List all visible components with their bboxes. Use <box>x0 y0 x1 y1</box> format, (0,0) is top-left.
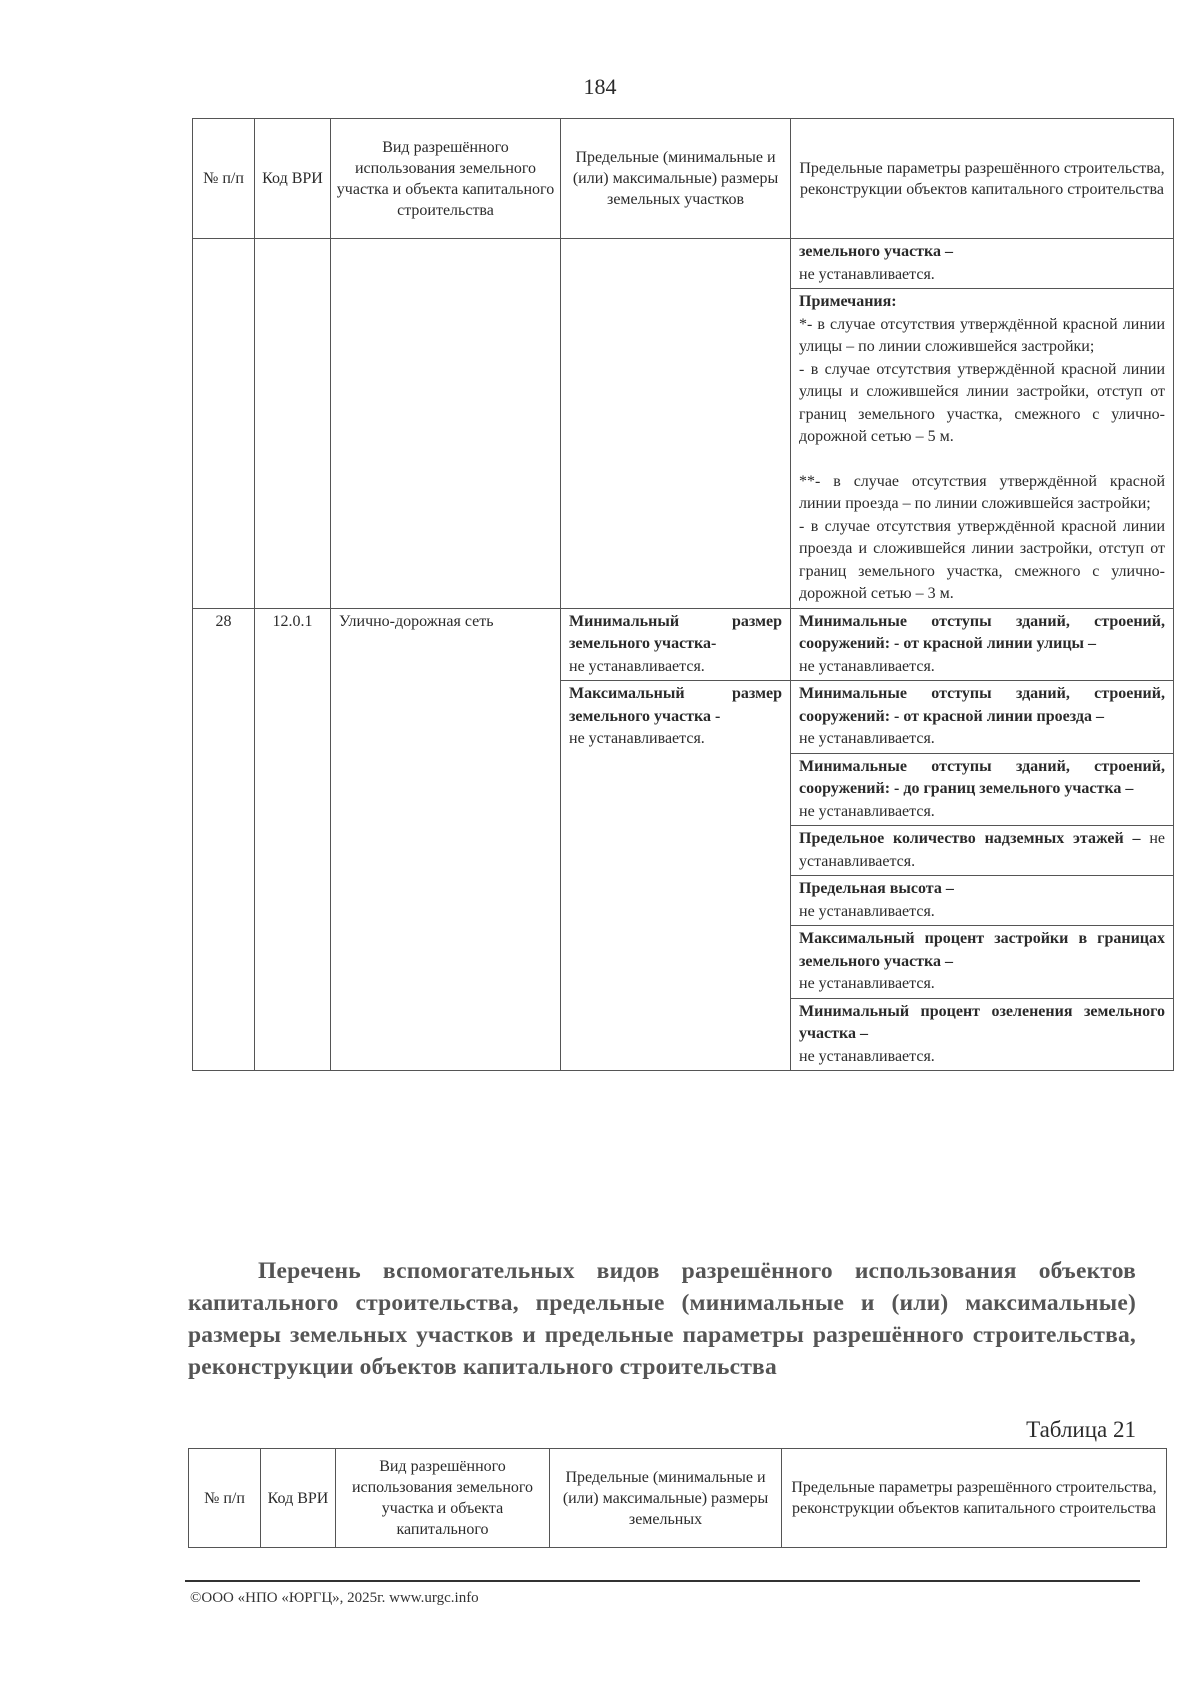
note-paragraph: - в случае отсутствия утверждённой красной линии улицы и сложившейся линии застройки, отступ от границ земельного участка, смежного с улично-дорожной сетью – 5 м. <box>799 360 1165 445</box>
cell-empty <box>561 239 791 609</box>
table-header-row <box>189 1449 1167 1548</box>
param-bold-text: Максимальный процент застройки в границах земельного участка – <box>799 930 1165 970</box>
param-value: не устанавливается. <box>799 657 935 675</box>
param-bold-text: Минимальные отступы зданий, строений, сооружений: - от красной линии улицы – <box>799 612 1165 652</box>
section-heading-text: Перечень вспомогательных видов разрешённого использования объектов капитального строительства, предельные (минимальные и (или) максимальные) размеры земельных участков и предельные параметры разрешённого строительства, реконструкции объектов капитального строительства <box>188 1258 1136 1380</box>
param-cell <box>791 608 1174 681</box>
header-plot-sizes: Предельные (минимальные и (или) максимальные) размеры земельных участков <box>561 119 791 239</box>
param-bold-text: Предельная высота – <box>799 880 954 897</box>
footer-divider <box>185 1580 1140 1582</box>
plot-max-size-value: не устанавливается. <box>569 730 705 747</box>
param-value: не устанавливается. <box>799 902 935 920</box>
row-number: 28 <box>193 608 255 1071</box>
param-bold-text: Минимальный процент озеленения земельного участка – <box>799 1002 1165 1042</box>
auxiliary-uses-table <box>188 1448 1167 1548</box>
param-bold-text: Предельное количество надземных этажей – <box>799 830 1141 847</box>
notes-cell <box>791 289 1174 609</box>
header-code: Код ВРИ <box>261 1449 336 1548</box>
table-row <box>193 608 1174 681</box>
param-value: не устанавливается. <box>799 830 1166 870</box>
plot-min-size-cell <box>561 608 791 681</box>
param-bold-text: Минимальные отступы зданий, строений, сооружений: - от красной линии проезда – <box>799 685 1165 725</box>
section-heading <box>188 1255 1136 1383</box>
header-number: № п/п <box>189 1449 261 1548</box>
header-use-type: Вид разрешённого использования земельного участка и объекта капитального <box>336 1449 550 1548</box>
note-paragraph: **- в случае отсутствия утверждённой красной линии проезда – по линии сложившейся застройки; <box>799 472 1165 512</box>
param-cell <box>791 998 1174 1071</box>
row-use-name: Улично-дорожная сеть <box>331 608 561 1071</box>
footer-copyright: ©ООО «НПО «ЮРГЦ», 2025г. www.urgc.info <box>190 1590 479 1606</box>
header-number: № п/п <box>193 119 255 239</box>
note-paragraph: - в случае отсутствия утверждённой красной линии проезда и сложившейся линии застройки, отступ от границ земельного участка, смежного с улично-дорожной сетью – 3 м. <box>799 517 1165 602</box>
param-value: не устанавливается. <box>799 975 935 992</box>
param-cell <box>791 826 1174 876</box>
plot-min-size-label: Минимальный размер земельного участка- <box>569 612 782 652</box>
header-use-type: Вид разрешённого использования земельного участка и объекта капитального строительства <box>331 119 561 239</box>
param-value: не устанавливается. <box>799 1047 935 1065</box>
param-cell <box>791 876 1174 926</box>
param-value: не устанавливается. <box>799 802 935 820</box>
header-plot-sizes: Предельные (минимальные и (или) максимальные) размеры земельных <box>550 1449 782 1548</box>
param-cell <box>791 753 1174 826</box>
param-cell <box>791 926 1174 999</box>
param-cell <box>791 681 1174 754</box>
table-row <box>193 239 1174 289</box>
header-build-params: Предельные параметры разрешённого строительства, реконструкции объектов капитального строительства <box>782 1449 1167 1548</box>
plot-min-size-value: не устанавливается. <box>569 657 705 675</box>
table-header-row <box>193 119 1174 239</box>
header-code: Код ВРИ <box>255 119 331 239</box>
cell-empty <box>193 239 255 609</box>
cell-empty <box>331 239 561 609</box>
note-paragraph: *- в случае отсутствия утверждённой красной линии улицы – по линии сложившейся застройки; <box>799 315 1165 355</box>
param-bold-text: земельного участка – <box>799 243 954 260</box>
param-value: не устанавливается. <box>799 265 935 283</box>
notes-title: Примечания: <box>799 293 897 310</box>
plot-max-size-cell <box>561 681 791 1071</box>
header-build-params: Предельные параметры разрешённого строительства, реконструкции объектов капитального строительства <box>791 119 1174 239</box>
regulations-table <box>192 118 1174 1071</box>
param-cell <box>791 239 1174 289</box>
param-value: не устанавливается. <box>799 730 935 747</box>
row-code: 12.0.1 <box>255 608 331 1071</box>
param-bold-text: Минимальные отступы зданий, строений, сооружений: - до границ земельного участка – <box>799 757 1165 797</box>
page-number: 184 <box>583 74 617 99</box>
cell-empty <box>255 239 331 609</box>
table-number: Таблица 21 <box>1026 1417 1136 1442</box>
plot-max-size-label: Максимальный размер земельного участка - <box>569 685 782 725</box>
